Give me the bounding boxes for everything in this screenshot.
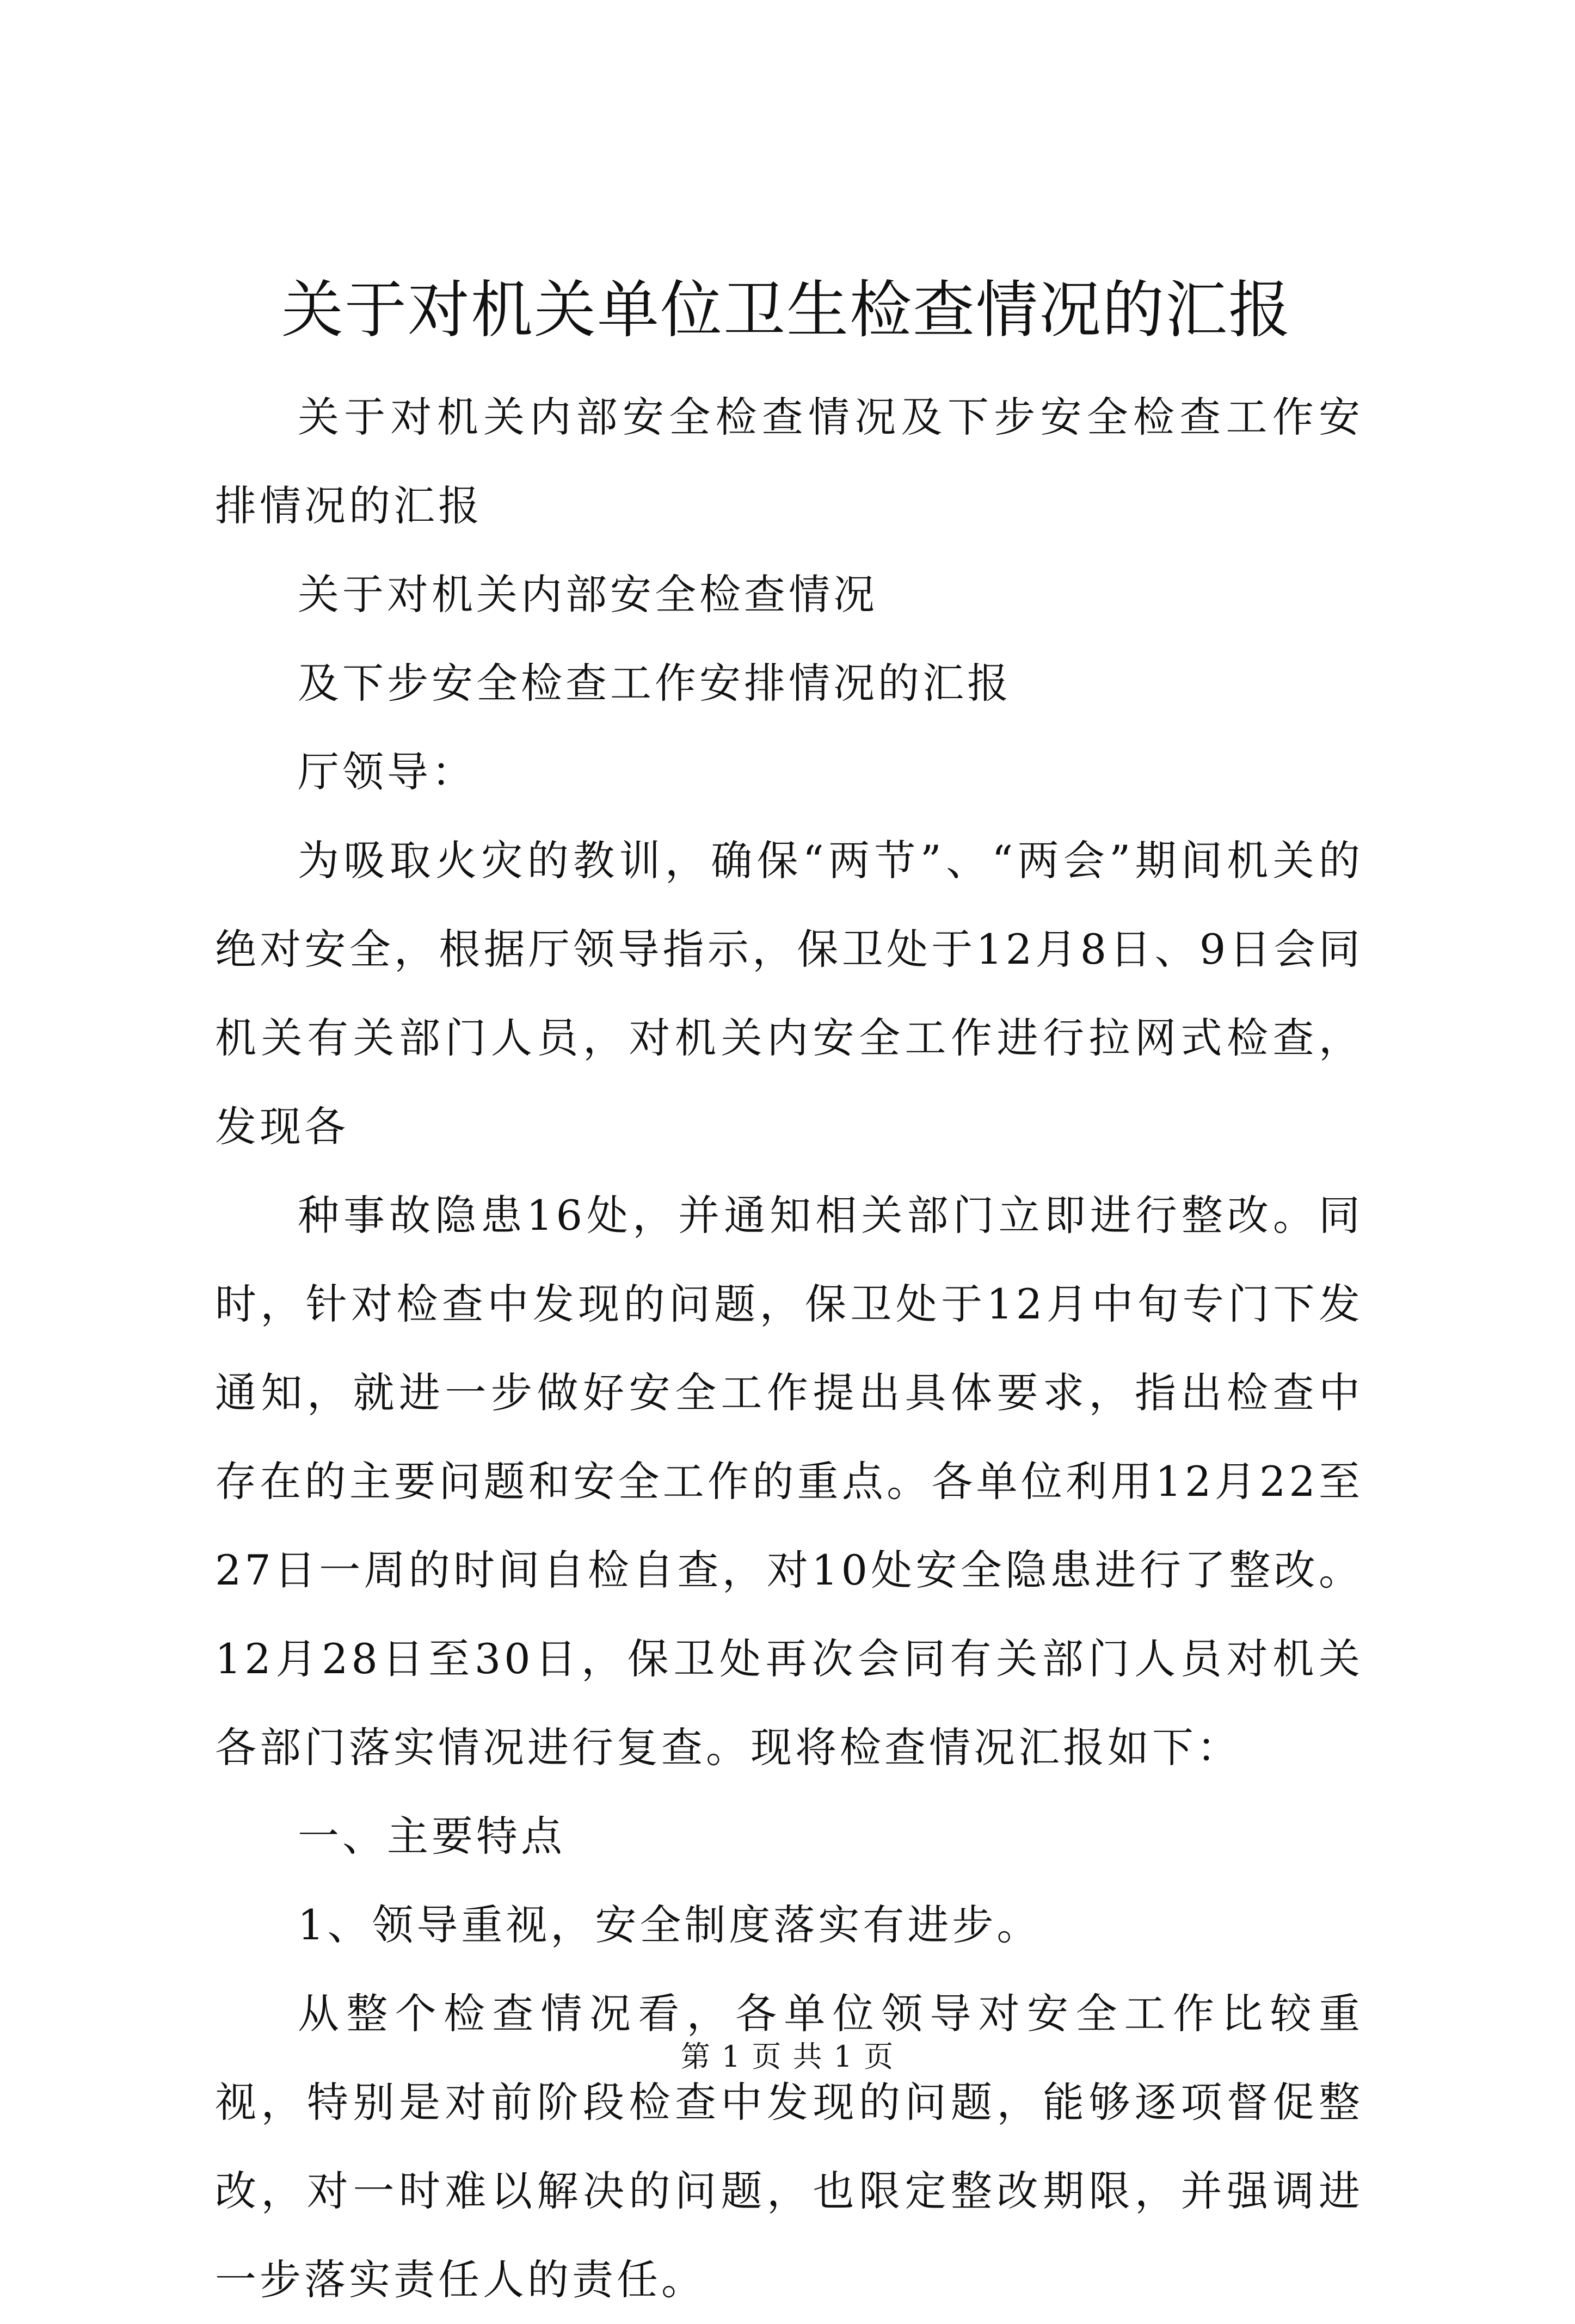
salutation: 厅领导：	[298, 748, 476, 796]
paragraph: 种事故隐患16处，并通知相关部门立即进行整改。同时，针对检查中发现的问题，保卫处于12月中旬专门下发通知，就进一步做好安全工作提出具体要求，指出检查中存在的主要问题和安全工作的重点。各单位利用12月22至27日一周的时间自检自查，对10处安全隐患进行了整改。12月28日至30日，保卫处再次会同有关部门人员对机关各部门落实情况进行复查。现将检查情况汇报如下：	[215, 1191, 1363, 1772]
document-title: 关于对机关单位卫生检查情况的汇报	[281, 274, 1291, 346]
paragraph: 从整个检查情况看，各单位领导对安全工作比较重视，特别是对前阶段检查中发现的问题，能够逐项督促整改，对一时难以解决的问题，也限定整改期限，并强调进一步落实责任人的责任。	[215, 1989, 1363, 2304]
page-footer: 第 1 页 共 1 页	[680, 2039, 895, 2074]
paragraph: 关于对机关内部安全检查情况	[298, 570, 878, 619]
document-body	[215, 373, 1363, 2324]
paragraph: 关于对机关内部安全检查情况及下步安全检查工作安排情况的汇报	[215, 393, 1363, 530]
section-heading: 一、主要特点	[298, 1812, 565, 1860]
subsection-heading: 1、领导重视，安全制度落实有进步。	[298, 1901, 1042, 1949]
paragraph: 为吸取火灾的教训，确保“两节”、“两会”期间机关的绝对安全，根据厅领导指示，保卫处于12月8日、9日会同机关有关部门人员，对机关内安全工作进行拉网式检查，发现各	[215, 836, 1363, 1151]
paragraph: 及下步安全检查工作安排情况的汇报	[298, 659, 1012, 707]
